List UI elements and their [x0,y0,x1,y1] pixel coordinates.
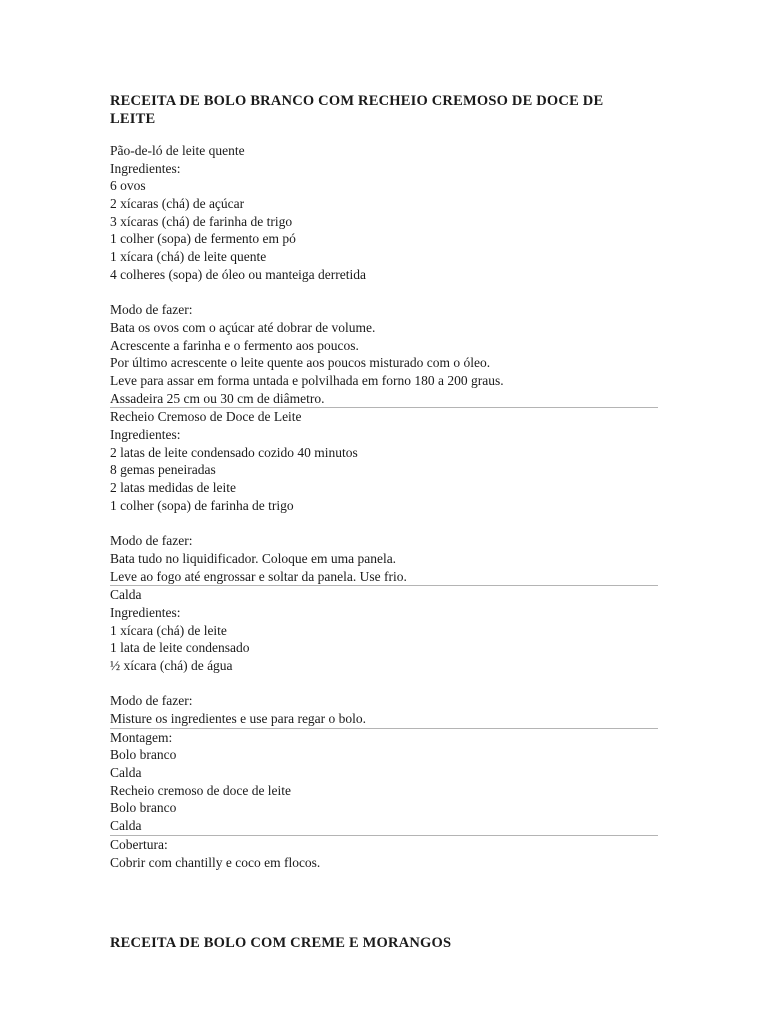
method-label: Modo de fazer: [110,693,193,709]
ingredient-item: 8 gemas peneiradas [110,462,216,478]
ingredient-item: 6 ovos [110,178,146,194]
method-step: Leve ao fogo até engrossar e soltar da panela. Use frio. [110,568,407,584]
section-cobertura [110,836,650,871]
method-step: Misture os ingredientes e use para regar o bolo. [110,711,367,726]
ingredients-label: Ingredientes: [110,604,181,620]
ingredient-item: 1 xícara (chá) de leite quente [110,249,267,265]
ingredient-item: ½ xícara (chá) de água [110,657,233,673]
ingredient-item: 2 latas de leite condensado cozido 40 minutos [110,444,358,460]
ingredient-item: 4 colheres (sopa) de óleo ou manteiga derretida [110,266,367,282]
method-step: Por último acrescente o leite quente aos poucos misturado com o óleo. [110,355,491,371]
section-heading: Montagem: [110,729,173,745]
section-heading: Pão-de-ló de leite quente [110,143,245,158]
recipe-title-line-1: RECEITA DE BOLO BRANCO COM RECHEIO CREMOSO DE DOCE DE [110,93,604,109]
cobertura-text: Cobrir com chantilly e coco em flocos. [110,854,321,870]
assembly-layer: Bolo branco [110,800,177,816]
section-calda [110,586,650,728]
section-heading: Recheio Cremoso de Doce de Leite [110,409,302,425]
ingredient-item: 1 colher (sopa) de farinha de trigo [110,497,294,513]
ingredient-item: 2 latas medidas de leite [110,480,236,496]
method-step: Bata os ovos com o açúcar até dobrar de volume. [110,319,376,335]
recipe-title [110,92,650,128]
method-step: Assadeira 25 cm ou 30 cm de diâmetro. [110,390,325,406]
section-montagem [110,729,650,835]
section-heading: Calda [110,587,142,603]
recipe-title-line-2: LEITE [110,111,156,127]
assembly-layer: Calda [110,765,142,781]
ingredients-label: Ingredientes: [110,427,181,442]
section-pao-de-lo [110,142,650,407]
method-step: Bata tudo no liquidificador. Coloque em uma panela. [110,550,397,566]
ingredient-item: 1 colher (sopa) de fermento em pó [110,231,296,247]
method-label: Modo de fazer: [110,302,193,318]
ingredient-item: 2 xícaras (chá) de açúcar [110,196,245,212]
method-step: Leve para assar em forma untada e polvilhada em forno 180 a 200 graus. [110,372,504,388]
method-step: Acrescente a farinha e o fermento aos poucos. [110,337,359,353]
assembly-layer: Recheio cremoso de doce de leite [110,782,292,798]
ingredient-item: 1 lata de leite condensado [110,640,250,656]
ingredient-item: 3 xícaras (chá) de farinha de trigo [110,213,293,229]
method-label: Modo de fazer: [110,533,193,549]
assembly-layer: Bolo branco [110,747,177,763]
recipe-title-morangos: RECEITA DE BOLO COM CREME E MORANGOS [110,935,452,951]
section-heading: Cobertura: [110,836,168,852]
section-recheio [110,408,650,585]
recipe-bolo-branco [110,92,650,871]
ingredients-label: Ingredientes: [110,160,181,176]
assembly-layer: Calda [110,818,142,834]
ingredient-item: 1 xícara (chá) de leite [110,622,227,638]
